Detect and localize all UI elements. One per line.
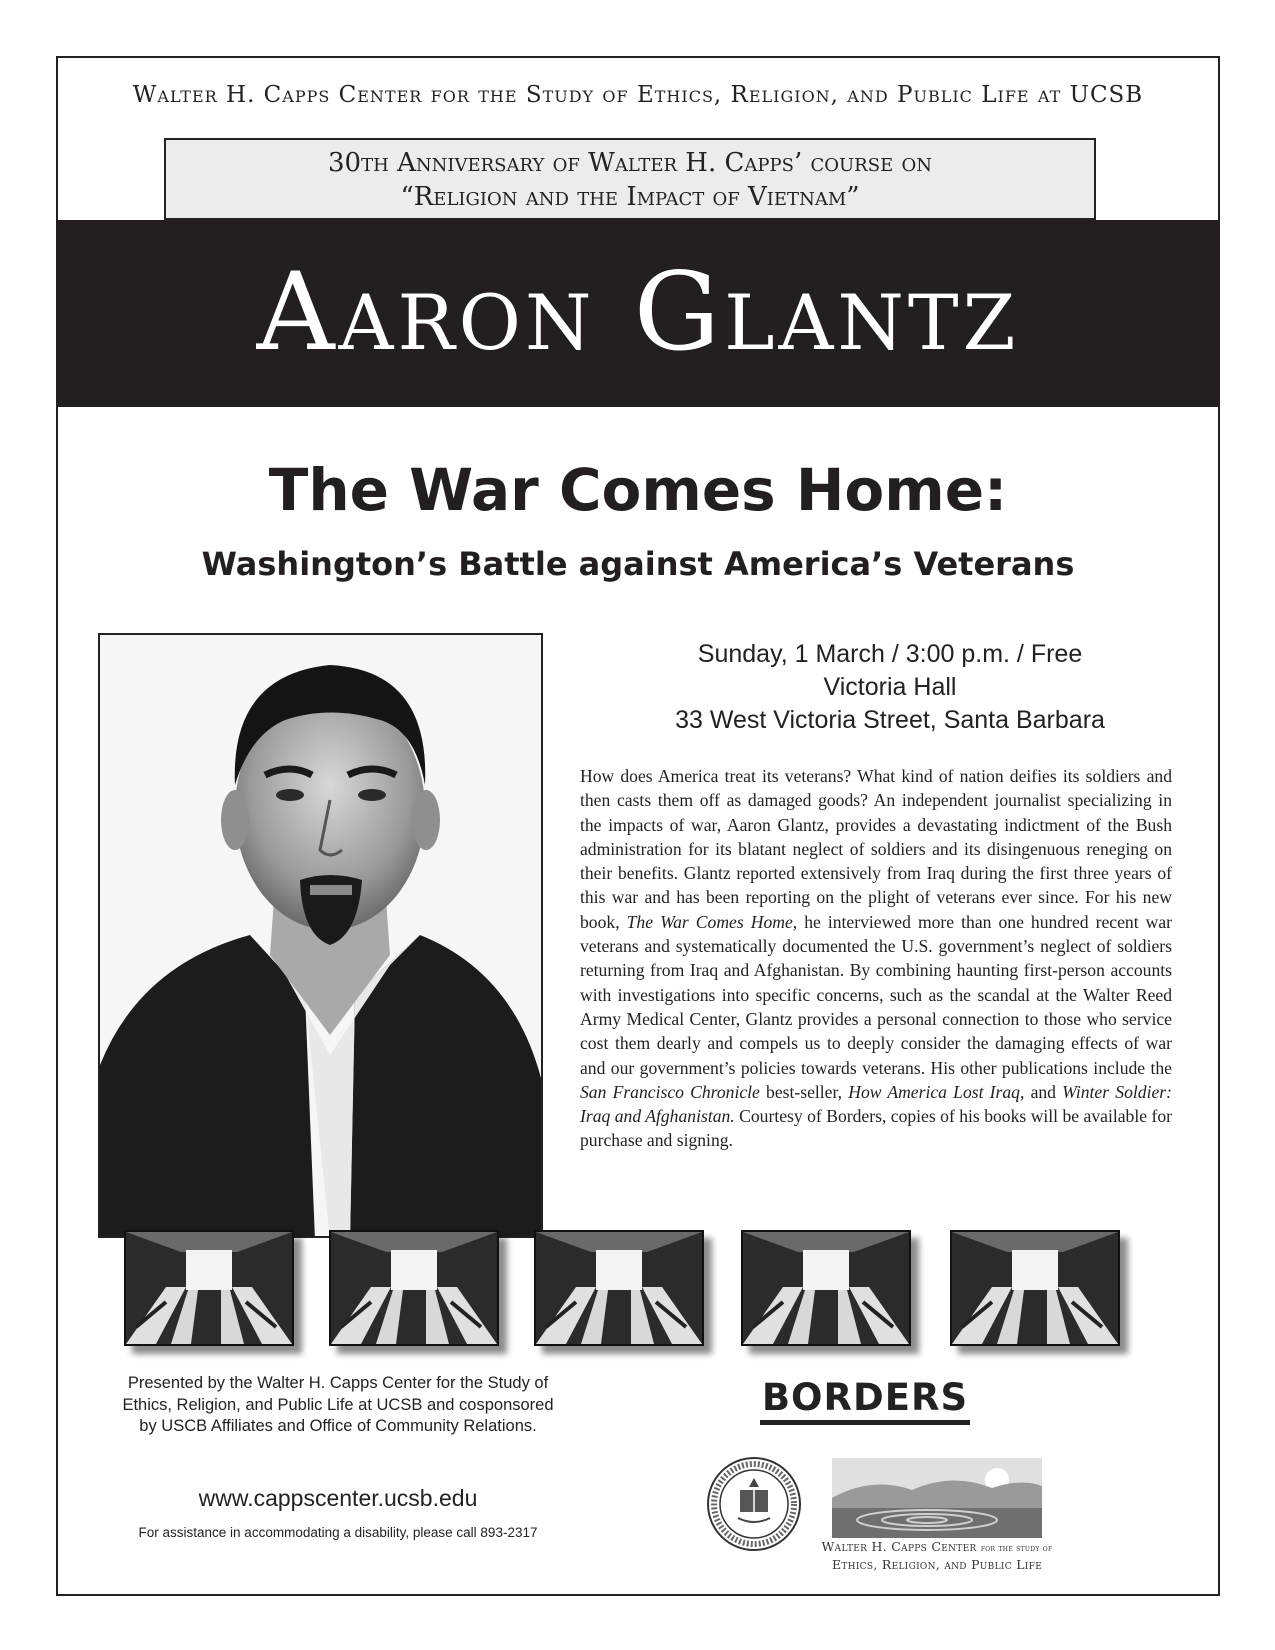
description-text-5: Courtesy of Borders, copies of his books will be available for purchase and signing.: [580, 1106, 1172, 1151]
portrait-photo: [100, 635, 543, 1238]
event-address: 33 West Victoria Street, Santa Barbara: [675, 706, 1105, 734]
book-title-winter-soldier: Winter Soldier: Iraq and Afghanistan.: [580, 1081, 1172, 1127]
coffins-photo: [536, 1232, 702, 1344]
event-datetime: Sunday, 1 March / 3:00 p.m. / Free: [697, 640, 1083, 668]
thumbnail-photo-2: [329, 1230, 499, 1346]
description-text-2: , he interviewed more than one hundred recent war veterans and systematically documented the U.S. government’s neglect of soldiers returning from Iraq and Afghanistan. By combining haunting first-person accounts with investigations into specific concerns, such as the scandal at the Walter Reed Army Medical Center, Glantz provides a personal connection to those who service cost them dearly and compels us to deeply consider the damaging effects of war and our government’s policies towards veterans. His other publications include the: [580, 911, 1173, 1078]
speaker-name: Aaron Glantz: [256, 250, 1020, 375]
presented-line-3: by USCB Affiliates and Office of Community Relations.: [139, 1417, 537, 1435]
disability-assistance-note: For assistance in accommodating a disability, please call 893-2317: [138, 1525, 538, 1540]
capps-logo-main: Walter H. Capps Center: [821, 1539, 977, 1554]
thumbnail-photo-3: [534, 1230, 704, 1346]
talk-subtitle: Washington’s Battle against America’s Veterans: [201, 545, 1075, 583]
anniversary-line-2: “Religion and the Impact of Vietnam”: [400, 182, 860, 212]
coffins-photo: [952, 1232, 1118, 1344]
uc-seal-logo: [706, 1456, 802, 1552]
description-text-4: , and: [1019, 1081, 1063, 1102]
capps-logo-small: for the study of: [980, 1544, 1053, 1554]
anniversary-line-1: 30th Anniversary of Walter H. Capps’ course on: [328, 148, 932, 178]
description-text-3: best-seller,: [759, 1081, 849, 1102]
center-name-header: Walter H. Capps Center for the Study of Ethics, Religion, and Public Life at UCSB: [132, 82, 1144, 108]
coffins-photo: [331, 1232, 497, 1344]
thumbnail-photo-1: [124, 1230, 294, 1346]
speaker-portrait: [98, 633, 543, 1238]
event-venue: Victoria Hall: [823, 673, 957, 701]
speaker-name-band: [56, 220, 1220, 407]
book-title-how-america-lost-iraq: How America Lost Iraq: [848, 1081, 1020, 1102]
capps-logo-line-2: Ethics, Religion, and Public Life: [831, 1557, 1043, 1572]
newspaper-name: San Francisco Chronicle: [580, 1081, 760, 1102]
anniversary-box: [164, 138, 1096, 220]
thumbnail-photo-4: [741, 1230, 911, 1346]
capps-landscape-icon: [832, 1458, 1042, 1538]
event-description: [580, 764, 1172, 1153]
capps-center-logo: [832, 1458, 1042, 1538]
talk-title: The War Comes Home:: [268, 456, 1008, 524]
thumbnail-photo-5: [950, 1230, 1120, 1346]
event-info: [600, 638, 1180, 737]
borders-logo: BORDERS: [760, 1378, 970, 1425]
presented-by: [78, 1373, 598, 1438]
coffins-photo: [126, 1232, 292, 1344]
coffins-photo: [743, 1232, 909, 1344]
capps-logo-line-1: [812, 1539, 1062, 1554]
book-title-war-comes-home: The War Comes Home: [626, 911, 793, 932]
website-url[interactable]: www.cappscenter.ucsb.edu: [198, 1485, 478, 1511]
university-seal-icon: [706, 1456, 802, 1552]
description-text-1: How does America treat its veterans? What kind of nation deifies its soldiers and then casts them off as damaged goods? An independent journalist specializing in the impacts of war, Aaron Glantz, provides a devastating indictment of the Bush administration for its blatant neglect of soldiers and its disingenuous reneging on their benefits. Glantz reported extensively from Iraq during the first three years of this war and has been reporting on the plight of veterans ever since. For his new book,: [580, 766, 1172, 932]
presented-line-2: Ethics, Religion, and Public Life at UCSB and cosponsored: [122, 1395, 554, 1414]
presented-line-1: Presented by the Walter H. Capps Center for the Study of: [127, 1374, 549, 1392]
